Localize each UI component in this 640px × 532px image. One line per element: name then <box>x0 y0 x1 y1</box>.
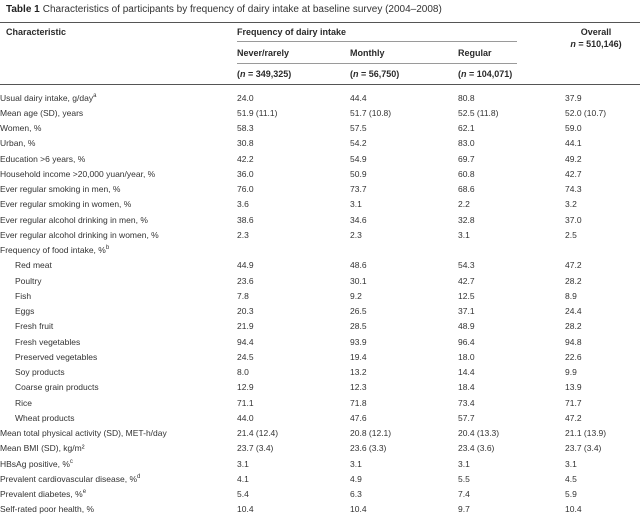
table-row <box>0 334 640 349</box>
value-regular: 68.6 <box>458 184 475 195</box>
value-never-rarely: 58.3 <box>237 123 254 134</box>
col-never-rarely-n: (n = 349,325) <box>237 69 292 79</box>
value-never-rarely: 42.2 <box>237 153 254 164</box>
row-label-text: Fresh vegetables <box>15 336 81 347</box>
value-regular: 80.8 <box>458 92 475 103</box>
value-monthly: 51.7 (10.8) <box>350 107 392 118</box>
value-never-rarely: 44.0 <box>237 412 254 423</box>
value-never-rarely: 51.9 (11.1) <box>237 107 278 118</box>
row-label-text: Mean BMI (SD), kg/m² <box>0 443 85 454</box>
row-label-text: Usual dairy intake, g/day <box>0 92 94 103</box>
footnote-marker: d <box>137 474 141 481</box>
value-never-rarely: 3.1 <box>237 458 249 469</box>
value-never-rarely: 5.4 <box>237 489 249 500</box>
value-overall: 44.1 <box>565 138 582 149</box>
footnote-marker: a <box>93 92 97 99</box>
value-monthly: 47.6 <box>350 412 367 423</box>
value-monthly: 34.6 <box>350 214 367 225</box>
value-never-rarely <box>237 243 350 258</box>
table-row <box>0 426 640 441</box>
row-label-text: Frequency of food intake, % <box>0 245 106 256</box>
row-label <box>0 487 237 502</box>
value-regular: 69.7 <box>458 153 475 164</box>
table-row <box>0 136 640 151</box>
value-regular: 32.8 <box>458 214 475 225</box>
row-label <box>0 121 237 136</box>
table-row <box>0 319 640 334</box>
data-table <box>0 90 640 517</box>
value-regular: 9.7 <box>458 504 470 515</box>
value-overall: 74.3 <box>565 184 582 195</box>
value-never-rarely: 30.8 <box>237 138 254 149</box>
group-header: Frequency of dairy intake <box>237 27 347 37</box>
row-label <box>0 365 237 380</box>
value-regular: 14.4 <box>458 367 475 378</box>
value-overall: 22.6 <box>565 351 582 362</box>
row-label <box>0 151 237 166</box>
value-overall: 9.9 <box>565 367 577 378</box>
row-label <box>0 410 237 425</box>
value-overall: 28.2 <box>565 275 582 286</box>
table-row <box>0 105 640 120</box>
value-monthly: 20.8 (12.1) <box>350 428 392 439</box>
table-row <box>0 456 640 471</box>
value-regular <box>458 243 565 258</box>
value-regular: 52.5 (11.8) <box>458 107 499 118</box>
table-row <box>0 410 640 425</box>
value-never-rarely: 21.4 (12.4) <box>237 428 279 439</box>
value-monthly: 30.1 <box>350 275 367 286</box>
row-label <box>0 304 237 319</box>
value-monthly: 3.1 <box>350 458 362 469</box>
value-never-rarely: 21.9 <box>237 321 254 332</box>
value-overall: 37.0 <box>565 214 582 225</box>
value-monthly: 71.8 <box>350 397 367 408</box>
table-row <box>0 487 640 502</box>
row-label <box>0 182 237 197</box>
col-monthly-header: Monthly <box>350 48 385 58</box>
value-overall: 59.0 <box>565 123 582 134</box>
header-bottom-rule <box>0 84 640 85</box>
value-monthly: 93.9 <box>350 336 367 347</box>
value-regular: 54.3 <box>458 260 475 271</box>
value-monthly: 73.7 <box>350 184 367 195</box>
value-never-rarely: 36.0 <box>237 168 254 179</box>
table-title <box>6 4 442 15</box>
value-monthly: 44.4 <box>350 92 367 103</box>
row-label <box>0 136 237 151</box>
row-label <box>0 349 237 364</box>
col-regular-n: (n = 104,071) <box>458 69 513 79</box>
value-overall: 24.4 <box>565 306 582 317</box>
value-overall: 42.7 <box>565 168 582 179</box>
value-overall: 4.5 <box>565 473 577 484</box>
table-row <box>0 502 640 517</box>
value-monthly: 12.3 <box>350 382 367 393</box>
row-label-text: Education >6 years, % <box>0 153 86 164</box>
row-label-text: Women, % <box>0 123 42 134</box>
row-label <box>0 105 237 120</box>
row-label-text: Ever regular smoking in women, % <box>0 199 132 210</box>
value-monthly: 50.9 <box>350 168 367 179</box>
characteristic-header: Characteristic <box>6 27 67 37</box>
table-row <box>0 349 640 364</box>
row-label <box>0 166 237 181</box>
row-label-text: Ever regular alcohol drinking in women, % <box>0 229 159 240</box>
row-label <box>0 334 237 349</box>
value-monthly: 4.9 <box>350 473 362 484</box>
table-row <box>0 273 640 288</box>
row-label-text: Self-rated poor health, % <box>0 504 95 515</box>
value-never-rarely: 24.0 <box>237 92 254 103</box>
table-title-text: Characteristics of participants by frequency of dairy intake at baseline survey (2004–2008) <box>42 4 442 15</box>
value-never-rarely: 7.8 <box>237 290 249 301</box>
value-never-rarely: 3.6 <box>237 199 249 210</box>
value-overall: 5.9 <box>565 489 577 500</box>
row-label <box>0 258 237 273</box>
value-monthly: 57.5 <box>350 123 367 134</box>
value-never-rarely: 76.0 <box>237 184 254 195</box>
row-label <box>0 288 237 303</box>
value-regular: 18.4 <box>458 382 475 393</box>
value-regular: 48.9 <box>458 321 475 332</box>
row-label <box>0 319 237 334</box>
value-never-rarely: 2.3 <box>237 229 249 240</box>
value-monthly: 10.4 <box>350 504 367 515</box>
value-monthly: 3.1 <box>350 199 362 210</box>
row-label-text: Prevalent cardiovascular disease, % <box>0 473 138 484</box>
value-monthly: 23.6 (3.3) <box>350 443 387 454</box>
overall-n: n = 510,146) <box>570 39 622 49</box>
value-never-rarely: 23.6 <box>237 275 254 286</box>
value-overall: 23.7 (3.4) <box>565 443 602 454</box>
row-label-text: HBsAg positive, % <box>0 458 70 469</box>
value-never-rarely: 20.3 <box>237 306 254 317</box>
value-never-rarely: 12.9 <box>237 382 254 393</box>
row-label-text: Fresh fruit <box>15 321 54 332</box>
value-regular: 60.8 <box>458 168 475 179</box>
value-never-rarely: 38.6 <box>237 214 254 225</box>
value-overall: 94.8 <box>565 336 582 347</box>
row-label-text: Mean total physical activity (SD), MET-h/day <box>0 428 167 439</box>
value-regular: 23.4 (3.6) <box>458 443 495 454</box>
value-overall: 3.1 <box>565 458 577 469</box>
row-label-text: Prevalent diabetes, % <box>0 489 83 500</box>
value-regular: 20.4 (13.3) <box>458 428 500 439</box>
value-monthly: 6.3 <box>350 489 362 500</box>
value-never-rarely: 23.7 (3.4) <box>237 443 274 454</box>
value-never-rarely: 71.1 <box>237 397 254 408</box>
value-regular: 18.0 <box>458 351 475 362</box>
value-regular: 57.7 <box>458 412 475 423</box>
row-label <box>0 395 237 410</box>
table-row <box>0 243 640 258</box>
value-monthly: 2.3 <box>350 229 362 240</box>
table-row <box>0 227 640 242</box>
value-regular: 62.1 <box>458 123 475 134</box>
value-overall: 52.0 (10.7) <box>565 107 607 118</box>
row-label-text: Household income >20,000 yuan/year, % <box>0 168 156 179</box>
row-label <box>0 212 237 227</box>
col-header-rule <box>237 63 517 64</box>
row-label <box>0 243 237 258</box>
row-label <box>0 456 237 471</box>
value-never-rarely: 10.4 <box>237 504 254 515</box>
value-regular: 83.0 <box>458 138 475 149</box>
table-row <box>0 121 640 136</box>
value-never-rarely: 94.4 <box>237 336 254 347</box>
value-overall: 49.2 <box>565 153 582 164</box>
footnote-marker: c <box>69 458 73 465</box>
table-row <box>0 380 640 395</box>
row-label <box>0 90 237 105</box>
value-overall: 8.9 <box>565 290 577 301</box>
row-label-text: Preserved vegetables <box>15 351 98 362</box>
table-row <box>0 395 640 410</box>
value-overall <box>565 243 640 258</box>
row-label-text: Rice <box>15 397 33 408</box>
row-label-text: Eggs <box>15 306 35 317</box>
row-label-text: Ever regular alcohol drinking in men, % <box>0 214 148 225</box>
value-overall: 47.2 <box>565 412 582 423</box>
value-regular: 37.1 <box>458 306 475 317</box>
row-label <box>0 426 237 441</box>
row-label <box>0 502 237 517</box>
value-never-rarely: 4.1 <box>237 473 249 484</box>
value-monthly: 28.5 <box>350 321 367 332</box>
value-monthly: 48.6 <box>350 260 367 271</box>
col-monthly-n: (n = 56,750) <box>350 69 400 79</box>
table-row <box>0 288 640 303</box>
value-monthly: 26.5 <box>350 306 367 317</box>
row-label <box>0 273 237 288</box>
value-regular: 3.1 <box>458 458 470 469</box>
row-label-text: Urban, % <box>0 138 36 149</box>
value-overall: 28.2 <box>565 321 582 332</box>
row-label <box>0 227 237 242</box>
value-monthly <box>350 243 458 258</box>
row-label-text: Soy products <box>15 367 65 378</box>
col-regular-header: Regular <box>458 48 492 58</box>
value-monthly: 54.2 <box>350 138 367 149</box>
col-never-rarely-header: Never/rarely <box>237 48 290 58</box>
value-overall: 2.5 <box>565 229 577 240</box>
table-row <box>0 471 640 486</box>
value-monthly: 19.4 <box>350 351 367 362</box>
value-regular: 5.5 <box>458 473 470 484</box>
top-rule <box>0 22 640 23</box>
row-label <box>0 380 237 395</box>
row-label-text: Coarse grain products <box>15 382 99 393</box>
row-label-text: Ever regular smoking in men, % <box>0 184 121 195</box>
row-label-text: Fish <box>15 290 32 301</box>
table-row <box>0 441 640 456</box>
table-number: Table 1 <box>6 4 40 15</box>
value-regular: 96.4 <box>458 336 475 347</box>
footnote-marker: b <box>105 245 110 252</box>
value-never-rarely: 8.0 <box>237 367 249 378</box>
row-label <box>0 441 237 456</box>
value-regular: 3.1 <box>458 229 470 240</box>
value-regular: 2.2 <box>458 199 470 210</box>
overall-header: Overall <box>580 27 612 37</box>
table-row <box>0 365 640 380</box>
value-overall: 21.1 (13.9) <box>565 428 607 439</box>
row-label-text: Wheat products <box>15 412 75 423</box>
footnote-marker: e <box>82 489 87 496</box>
group-header-rule <box>237 41 517 42</box>
row-label <box>0 197 237 212</box>
value-regular: 7.4 <box>458 489 470 500</box>
row-label <box>0 471 237 486</box>
value-overall: 71.7 <box>565 397 582 408</box>
value-regular: 42.7 <box>458 275 475 286</box>
value-regular: 12.5 <box>458 290 475 301</box>
value-overall: 13.9 <box>565 382 582 393</box>
value-never-rarely: 44.9 <box>237 260 254 271</box>
table-row <box>0 151 640 166</box>
row-label-text: Mean age (SD), years <box>0 107 84 118</box>
value-never-rarely: 24.5 <box>237 351 254 362</box>
table-row <box>0 182 640 197</box>
value-overall: 37.9 <box>565 92 582 103</box>
value-overall: 3.2 <box>565 199 577 210</box>
table-row <box>0 166 640 181</box>
value-monthly: 13.2 <box>350 367 367 378</box>
value-monthly: 54.9 <box>350 153 367 164</box>
value-regular: 73.4 <box>458 397 475 408</box>
table-row <box>0 90 640 105</box>
table-row <box>0 212 640 227</box>
row-label-text: Poultry <box>15 275 42 286</box>
value-overall: 10.4 <box>565 504 582 515</box>
value-monthly: 9.2 <box>350 290 362 301</box>
table-row <box>0 258 640 273</box>
table-row <box>0 197 640 212</box>
value-overall: 47.2 <box>565 260 582 271</box>
table-row <box>0 304 640 319</box>
row-label-text: Red meat <box>15 260 52 271</box>
